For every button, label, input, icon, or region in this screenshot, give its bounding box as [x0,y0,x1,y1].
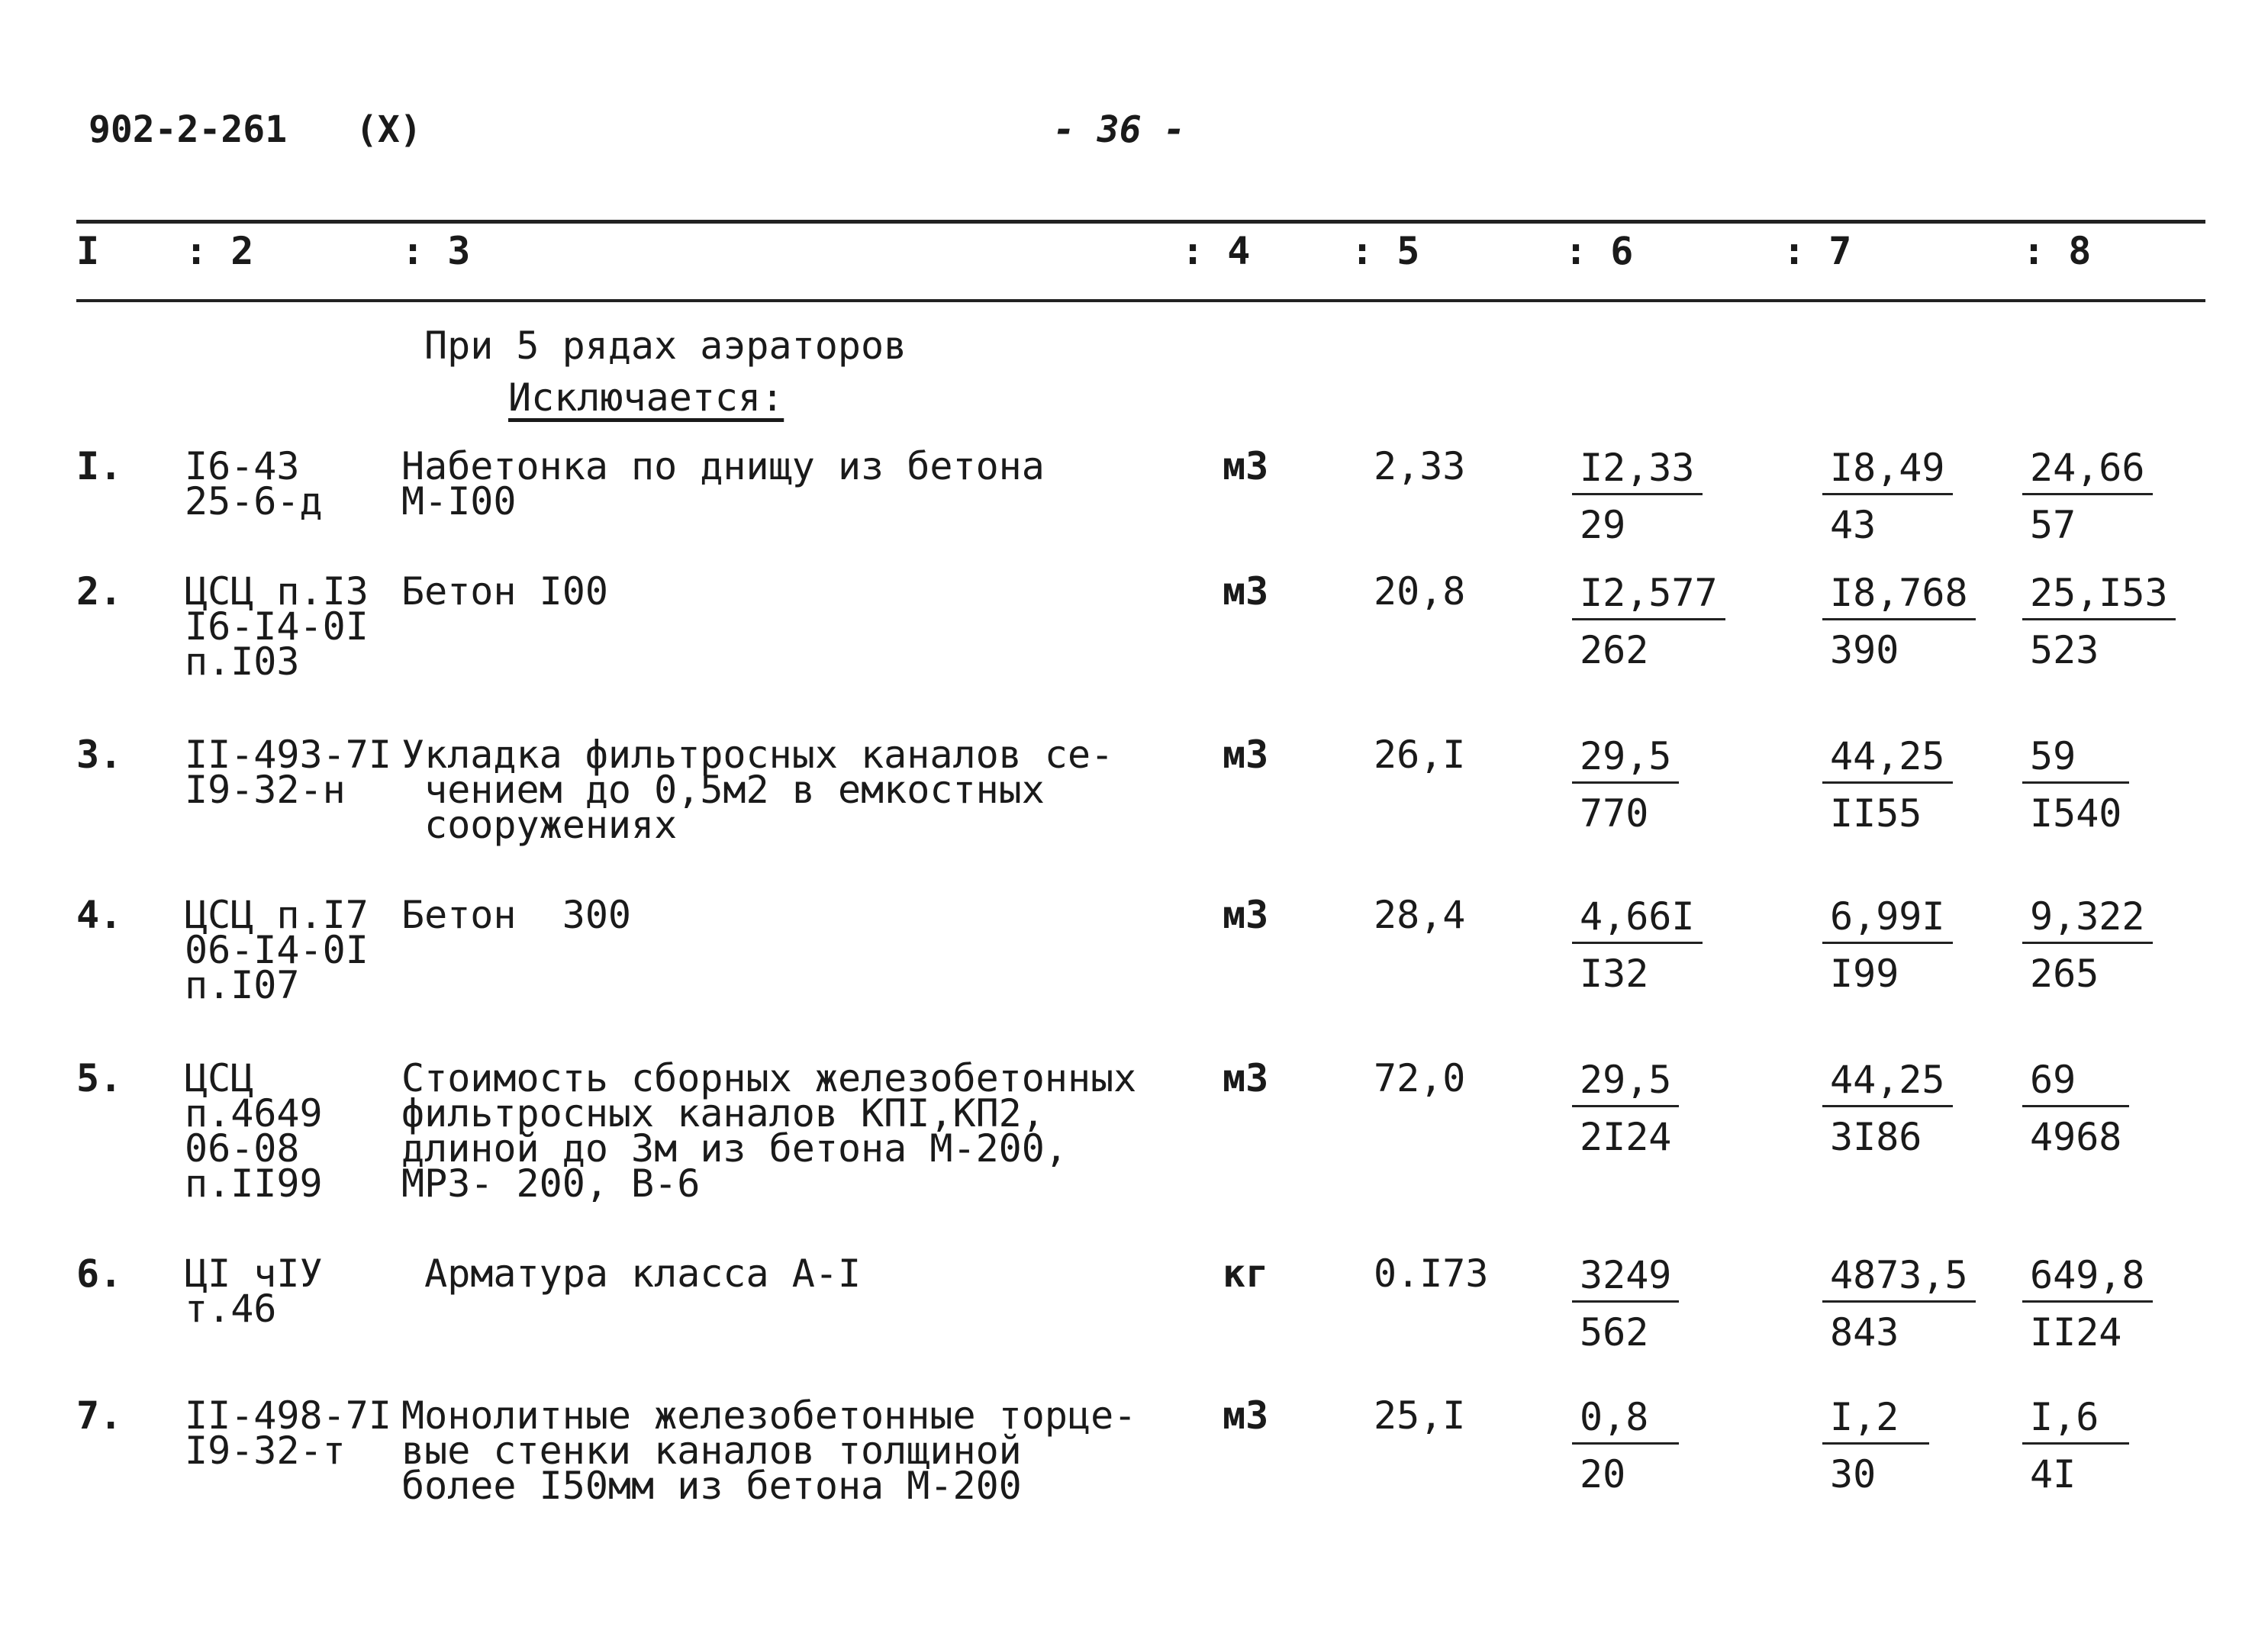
total-cost: 57 [2030,503,2076,547]
total-cost: 562 [1580,1310,1649,1355]
row-description: Укладка фильтросных каналов се- чением до 0,5м2 в емкостных сооружениях [401,733,1114,847]
column-header: : 3 [401,229,471,273]
document-part: (X) [356,108,422,151]
cost-col6 [1572,1058,1679,1159]
total-cost: 770 [1580,791,1649,836]
unit-cost: 4,66I [1572,897,1703,944]
cost-col7 [1822,1058,1953,1159]
unit-cost: 29,5 [1572,737,1679,784]
total-cost: 390 [1830,628,1899,672]
cost-col8 [2022,446,2153,547]
row-quantity: 72,0 [1374,1056,1466,1100]
row-number: 6. [76,1251,123,1296]
column-header: : 2 [185,229,254,273]
cost-col7 [1822,894,1953,996]
column-header: : 8 [2022,229,2092,273]
row-description: Стоимость сборных железобетонных фильтросных каналов КПI,КП2, длиной до 3м из бетона М-200, МРЗ- 200, В-6 [401,1056,1137,1206]
unit-cost: 0,8 [1572,1398,1679,1445]
row-description: Набетонка по днищу из бетона М-I00 [401,444,1045,523]
cost-col6 [1572,446,1703,547]
cost-col6 [1572,1253,1679,1355]
unit-cost: 25,I53 [2022,574,2176,620]
unit-cost: 4873,5 [1822,1256,1976,1303]
cost-col6 [1572,734,1679,836]
column-header: I [76,229,100,273]
row-code: ЦСЦ п.I3 I6-I4-0I п.I03 [185,569,369,684]
cost-col8 [2022,1058,2129,1159]
unit-cost: 3249 [1572,1256,1679,1303]
table-top-rule [76,220,2205,224]
row-unit: м3 [1223,893,1269,937]
total-cost: II55 [1830,791,1922,836]
cost-col8 [2022,1395,2129,1496]
total-cost: 4I [2030,1452,2076,1496]
unit-cost: 6,99I [1822,897,1953,944]
cost-col7 [1822,1253,1976,1355]
column-header: : 6 [1564,229,1634,273]
row-unit: кг [1223,1251,1269,1296]
unit-cost: 29,5 [1572,1061,1679,1107]
cost-col7 [1822,1395,1929,1496]
cost-col8 [2022,734,2129,836]
unit-cost: I,2 [1822,1398,1929,1445]
total-cost: 2I24 [1580,1115,1672,1159]
column-header: : 4 [1181,229,1251,273]
row-description: Арматура класса А-I [401,1251,862,1296]
total-cost: 3I86 [1830,1115,1922,1159]
unit-cost: 9,322 [2022,897,2153,944]
total-cost: 4968 [2030,1115,2122,1159]
total-cost: II24 [2030,1310,2122,1355]
row-quantity: 2,33 [1374,444,1466,488]
section-title: При 5 рядах аэраторов [424,324,907,368]
total-cost: 265 [2030,952,2099,996]
row-code: II-493-7I I9-32-н [185,733,391,812]
row-code: ЦI чIУ т.46 [185,1251,323,1331]
row-unit: м3 [1223,444,1269,488]
total-cost: I540 [2030,791,2122,836]
cost-col8 [2022,1253,2153,1355]
unit-cost: 44,25 [1822,1061,1953,1107]
total-cost: 523 [2030,628,2099,672]
cost-col7 [1822,734,1953,836]
cost-col6 [1572,894,1703,996]
row-number: 5. [76,1056,123,1100]
unit-cost: I2,577 [1572,574,1725,620]
row-unit: м3 [1223,1393,1269,1438]
row-unit: м3 [1223,733,1269,777]
row-description: Бетон I00 [401,569,608,614]
total-cost: I99 [1830,952,1899,996]
total-cost: I32 [1580,952,1649,996]
unit-cost: 59 [2022,737,2129,784]
cost-col8 [2022,894,2153,996]
row-description: Бетон 300 [401,893,632,937]
unit-cost: I2,33 [1572,449,1703,495]
total-cost: 30 [1830,1452,1877,1496]
row-quantity: 26,I [1374,733,1466,777]
cost-col8 [2022,571,2176,672]
row-unit: м3 [1223,1056,1269,1100]
cost-col7 [1822,446,1953,547]
row-unit: м3 [1223,569,1269,614]
total-cost: 29 [1580,503,1626,547]
row-number: I. [76,444,123,488]
total-cost: 262 [1580,628,1649,672]
page-number: - 36 - [1053,108,1186,151]
unit-cost: I8,768 [1822,574,1976,620]
row-number: 7. [76,1393,123,1438]
row-number: 4. [76,893,123,937]
cost-col6 [1572,571,1725,672]
row-quantity: 25,I [1374,1393,1466,1438]
unit-cost: 649,8 [2022,1256,2153,1303]
row-code: ЦСЦ п.4649 06-08 п.II99 [185,1056,323,1206]
total-cost: 43 [1830,503,1877,547]
row-code: I6-43 25-6-д [185,444,323,523]
section-subtitle: Исключается: [508,375,784,420]
row-quantity: 28,4 [1374,893,1466,937]
cost-col7 [1822,571,1976,672]
column-header: : 5 [1351,229,1420,273]
total-cost: 843 [1830,1310,1899,1355]
unit-cost: I8,49 [1822,449,1953,495]
row-description: Монолитные железобетонные торце- вые стенки каналов толщиной более I50мм из бетона М-200 [401,1393,1137,1508]
row-quantity: 20,8 [1374,569,1466,614]
unit-cost: 69 [2022,1061,2129,1107]
unit-cost: 44,25 [1822,737,1953,784]
row-code: II-498-7I I9-32-т [185,1393,391,1473]
cost-col6 [1572,1395,1679,1496]
unit-cost: I,6 [2022,1398,2129,1445]
column-header: : 7 [1783,229,1852,273]
row-code: ЦСЦ п.I7 06-I4-0I п.I07 [185,893,369,1007]
row-number: 3. [76,733,123,777]
table-header-rule [76,299,2205,302]
row-quantity: 0.I73 [1374,1251,1489,1296]
document-code: 902-2-261 [89,108,288,151]
row-number: 2. [76,569,123,614]
total-cost: 20 [1580,1452,1626,1496]
unit-cost: 24,66 [2022,449,2153,495]
